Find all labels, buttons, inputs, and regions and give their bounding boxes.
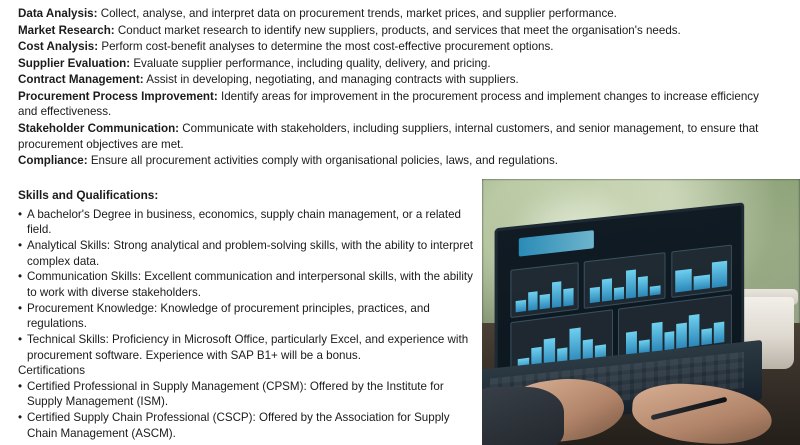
dashboard-panel: [511, 262, 579, 318]
responsibility-item: [18, 153, 764, 169]
bullet-icon: •: [18, 332, 23, 346]
responsibility-text: Collect, analyse, and interpret data on procurement trends, market prices, and supplier performance.: [100, 7, 617, 20]
bullet-icon: •: [18, 239, 23, 253]
list-item-text: Certified Professional in Supply Management (CPSM): Offered by the Institute for Supply Management (ISM).: [27, 379, 444, 409]
responsibility-text: Evaluate supplier performance, including quality, delivery, and pricing.: [133, 56, 491, 70]
list-item: [18, 379, 478, 410]
list-item: [18, 410, 478, 441]
responsibility-term: Procurement Process Improvement:: [18, 89, 218, 103]
responsibility-item: [18, 39, 764, 55]
list-item: [18, 207, 478, 238]
dashboard-bars: [676, 256, 728, 293]
list-item: [18, 238, 478, 269]
list-item: [18, 332, 478, 363]
skills-heading: Skills and Qualifications:: [18, 187, 159, 202]
dashboard-panel: [671, 245, 732, 298]
list-item-text: Certified Supply Chain Professional (CSCP): Offered by the Association for Supply Chain Management (ASCM).: [27, 411, 450, 440]
dashboard-bars: [590, 264, 661, 304]
shirt-sleeve: [482, 387, 564, 445]
bullet-icon: •: [18, 379, 23, 393]
bullet-icon: •: [18, 207, 23, 221]
responsibility-item: [18, 89, 764, 120]
dashboard-logo: [518, 230, 593, 257]
skills-list: [18, 207, 478, 442]
dashboard-bars: [516, 274, 574, 313]
responsibility-item: [18, 72, 764, 88]
list-item: [18, 269, 478, 300]
responsibility-text: Assist in developing, negotiating, and managing contracts with suppliers.: [146, 73, 519, 87]
list-item-text: Communication Skills: Excellent communication and interpersonal skills, with the ability to work with diverse stakeholders.: [27, 270, 473, 299]
certifications-subheading: Certifications: [18, 364, 86, 378]
dashboard-panel: [584, 252, 666, 309]
list-item-text: Procurement Knowledge: Knowledge of procurement principles, practices, and regulations.: [27, 301, 430, 331]
responsibility-text: Ensure all procurement activities comply with organisational policies, laws, and regulations.: [90, 154, 559, 168]
responsibility-item: [18, 56, 764, 72]
list-item-text: Analytical Skills: Strong analytical and problem-solving skills, with the ability to interpret complex data.: [27, 239, 473, 268]
responsibility-term: Market Research:: [18, 23, 115, 37]
laptop-dashboard-photo: [482, 179, 800, 445]
list-item-text: A bachelor's Degree in business, economics, supply chain management, or a related field.: [27, 207, 462, 237]
responsibility-term: Supplier Evaluation:: [18, 56, 131, 70]
responsibility-text: Conduct market research to identify new suppliers, products, and services that meet the organisation's needs.: [117, 23, 681, 37]
responsibility-text: Communicate with stakeholders, including suppliers, internal customers, and senior management, to ensure that procurement objectives are met.: [18, 122, 759, 151]
bullet-icon: •: [18, 270, 23, 284]
list-item: [18, 301, 478, 332]
responsibility-term: Data Analysis:: [18, 7, 98, 20]
responsibility-term: Compliance:: [18, 154, 88, 168]
responsibility-item: [18, 121, 764, 152]
responsibility-term: Stakeholder Communication:: [18, 122, 180, 136]
responsibility-text: Perform cost-benefit analyses to determine the most cost-effective procurement options.: [101, 40, 554, 54]
bullet-icon: •: [18, 301, 23, 315]
responsibility-item: [18, 6, 764, 22]
responsibility-term: Contract Management:: [18, 73, 144, 87]
responsibility-text: Identify areas for improvement in the procurement process and implement changes to increase efficiency and effectiveness.: [18, 89, 759, 119]
responsibility-term: Cost Analysis:: [18, 40, 99, 54]
bullet-icon: •: [18, 411, 23, 425]
responsibility-item: [18, 23, 764, 39]
responsibilities-list: [18, 6, 786, 169]
list-item-text: Technical Skills: Proficiency in Microsoft Office, particularly Excel, and experience with procurement software. Experience with SAP B1+ will be a bonus.: [27, 332, 469, 362]
